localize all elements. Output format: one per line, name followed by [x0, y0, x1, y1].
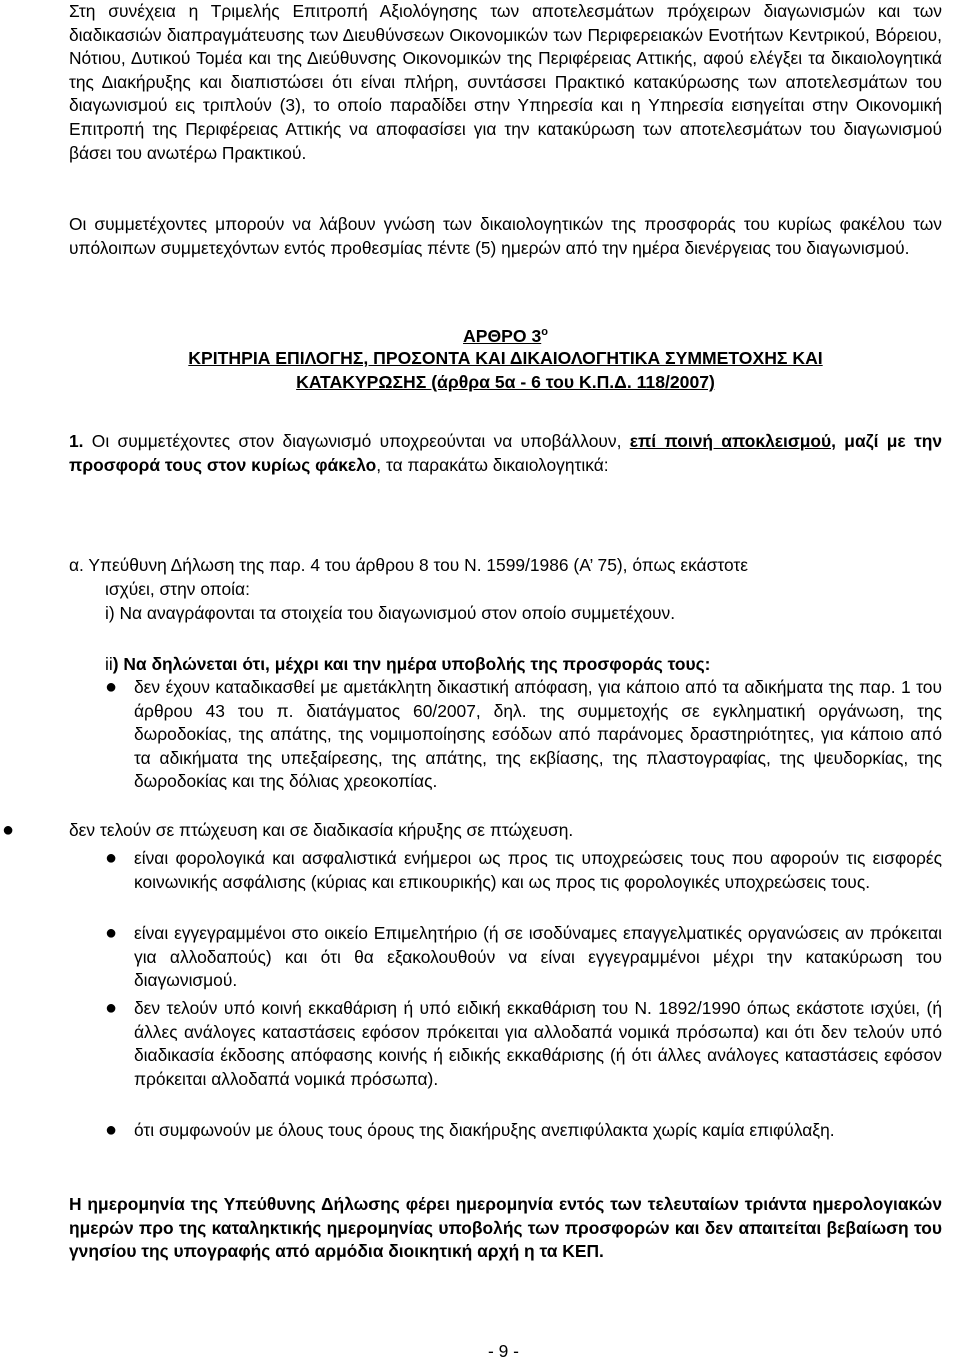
bullet-icon: ●: [105, 847, 118, 869]
bullet-icon: ●: [105, 1119, 118, 1141]
item-1-text-a: Οι συμμετέχοντες στον διαγωνισμό υποχρεούνται να υποβάλλουν,: [83, 431, 630, 451]
article-subtitle-line1: ΚΡΙΤΗΡΙΑ ΕΠΙΛΟΓΗΣ, ΠΡΟΣΟΝΤΑ ΚΑΙ ΔΙΚΑΙΟΛΟΓΗΤΙΚΑ ΣΥΜΜΕΤΟΧΗΣ ΚΑΙ: [188, 348, 823, 368]
paragraph-participants-knowledge: Οι συμμετέχοντες μπορούν να λάβουν γνώση των δικαιολογητικών της προσφοράς του κυρίως φακέλου των υπόλοιπων συμμετεχόντων εντός προθεσμίας πέντε (5) ημερών από την ημέρα διενέργειας του διαγωνισμού.: [69, 214, 942, 258]
bullet-icon: ●: [2, 819, 15, 841]
bullet-item-terms-acceptance: ότι συμφωνούν με όλους τους όρους της διακήρυξης ανεπιφύλακτα χωρίς καμία επιφύλαξη.: [134, 1120, 835, 1140]
bullet-item-tax-compliance: είναι φορολογικά και ασφαλιστικά ενήμεροι ως προς τις υποχρεώσεις τους που αφορούν τις εισφορές κοινωνικής ασφάλισης (κύριας και επικουρικής) και ως προς τις φορολογικές υποχρεώσεις τους.: [134, 848, 942, 892]
article-subtitle-line2: ΚΑΤΑΚΥΡΩΣΗΣ (άρθρα 5α - 6 του Κ.Π.Δ. 118/2007): [296, 372, 715, 392]
article-title-sup: ο: [541, 326, 548, 338]
bullet-icon: ●: [105, 997, 118, 1019]
item-1-number: 1.: [69, 431, 84, 451]
item-ii-heading: [105, 653, 942, 677]
item-ii-text: ) Να δηλώνεται ότι, μέχρι και την ημέρα υποβολής της προσφοράς τους:: [112, 654, 711, 674]
article-title: ΑΡΘΡΟ 3: [463, 325, 542, 346]
bullet-icon: ●: [105, 676, 118, 698]
bullet-item-convictions: δεν έχουν καταδικασθεί με αμετάκλητη δικαστική απόφαση, για κάποιο από τα αδικήματα της παρ. 1 του άρθρου 43 του π. διατάγματος 60/2007, δηλ. της συμμετοχής σε εγκληματική οργάνωση, της δωροδοκίας, της απάτης, της νομιμοποίησης εσόδων από παράνομες δραστηριότητες, για κάποιο από τα αδικήματα της υπεξαίρεσης, της απάτης, της εκβίασης, της πλαστογραφίας, της ψευδορκίας, της δωροδοκίας και της δόλιας χρεοκοπίας.: [134, 677, 942, 792]
bullet-item-liquidation: δεν τελούν υπό κοινή εκκαθάριση ή υπό ειδική εκκαθάριση του Ν. 1892/1990 όπως εκάστοτε ισχύει, (ή άλλες ανάλογες καταστάσεις εφόσον πρόκειται για αλλοδαπά νομικά πρόσωπα) και ότι δεν τελούν υπό διαδικασία έκδοσης απόφασης κοινής ή ειδικής εκκαθάρισης (ή ότι άλλες ανάλογες καταστάσεις εφόσον πρόκειται αλλοδαπά νομικά πρόσωπα).: [134, 998, 942, 1089]
item-ii-prefix: ii: [105, 654, 113, 674]
item-1-penalty: επί ποινή αποκλεισμού,: [629, 431, 837, 451]
paragraph-committee-procedure: Στη συνέχεια η Τριμελής Επιτροπή Αξιολόγησης των αποτελεσμάτων πρόχειρων διαγωνισμών και των διαδικασιών διαπραγμάτευσης των Διευθύνσεων Οικονομικών των Περιφερειακών Ενοτήτων Κεντρικού, Βόρειου, Νότιου, Δυτικού Τομέα και της Διεύθυνσης Οικονομικών της Περιφέρειας Αττικής, αφού ελέγξει τα δικαιολογητικά της Διακήρυξης και διαπιστώσει ότι είναι πλήρη, συντάσσει Πρακτικό κατακύρωσης των αποτελεσμάτων του διαγωνισμού εις τριπλούν (3), το οποίο παραδίδει στην Υπηρεσία και η Υπηρεσία εισηγείται στην Οικονομική Επιτροπή της Περιφέρειας Αττικής να αποφασίσει για την κατακύρωση των αποτελεσμάτων του διαγωνισμού βάσει του ανωτέρω Πρακτικού.: [69, 1, 942, 163]
item-1-text-d: , τα παρακάτω δικαιολογητικά:: [376, 454, 609, 475]
item-a-line1: α. Υπεύθυνη Δήλωση της παρ. 4 του άρθρου 8 του Ν. 1599/1986 (Α’ 75), όπως εκάστοτε: [69, 555, 749, 575]
closing-paragraph: Η ημερομηνία της Υπεύθυνης Δήλωσης φέρει ημερομηνία εντός των τελευταίων τριάντα ημερολογιακών ημερών προ της καταληκτικής ημερομηνίας υποβολής των προσφορών και δεν απαιτείται βεβαίωση του γνησίου της υπογραφής από αρμόδια διοικητική αρχή η τα ΚΕΠ.: [69, 1194, 942, 1262]
item-a-line3: i) Να αναγράφονται τα στοιχεία του διαγωνισμού στον οποίο συμμετέχουν.: [105, 603, 676, 623]
page-number: - 9 -: [488, 1341, 519, 1361]
article-heading: [69, 320, 942, 349]
item-a-line2: ισχύει, στην οποία:: [105, 579, 250, 599]
bullet-item-chamber-registration: είναι εγγεγραμμένοι στο οικείο Επιμελητήριο (ή σε ισοδύναμες επαγγελματικές οργανώσεις αν πρόκειται για αλλοδαπούς) και ότι θα εξακολουθούν να είναι εγγεγραμμένοι μέχρι την κατακύρωση του διαγωνισμού.: [134, 923, 942, 991]
item-1-bold-text: μαζί με την προσφορά τους στον κυρίως φάκελο: [69, 431, 943, 475]
bullet-item-bankruptcy: δεν τελούν σε πτώχευση και σε διαδικασία κήρυξης σε πτώχευση.: [69, 820, 574, 840]
item-1-paragraph: [69, 430, 942, 477]
bullet-icon: ●: [105, 922, 118, 944]
